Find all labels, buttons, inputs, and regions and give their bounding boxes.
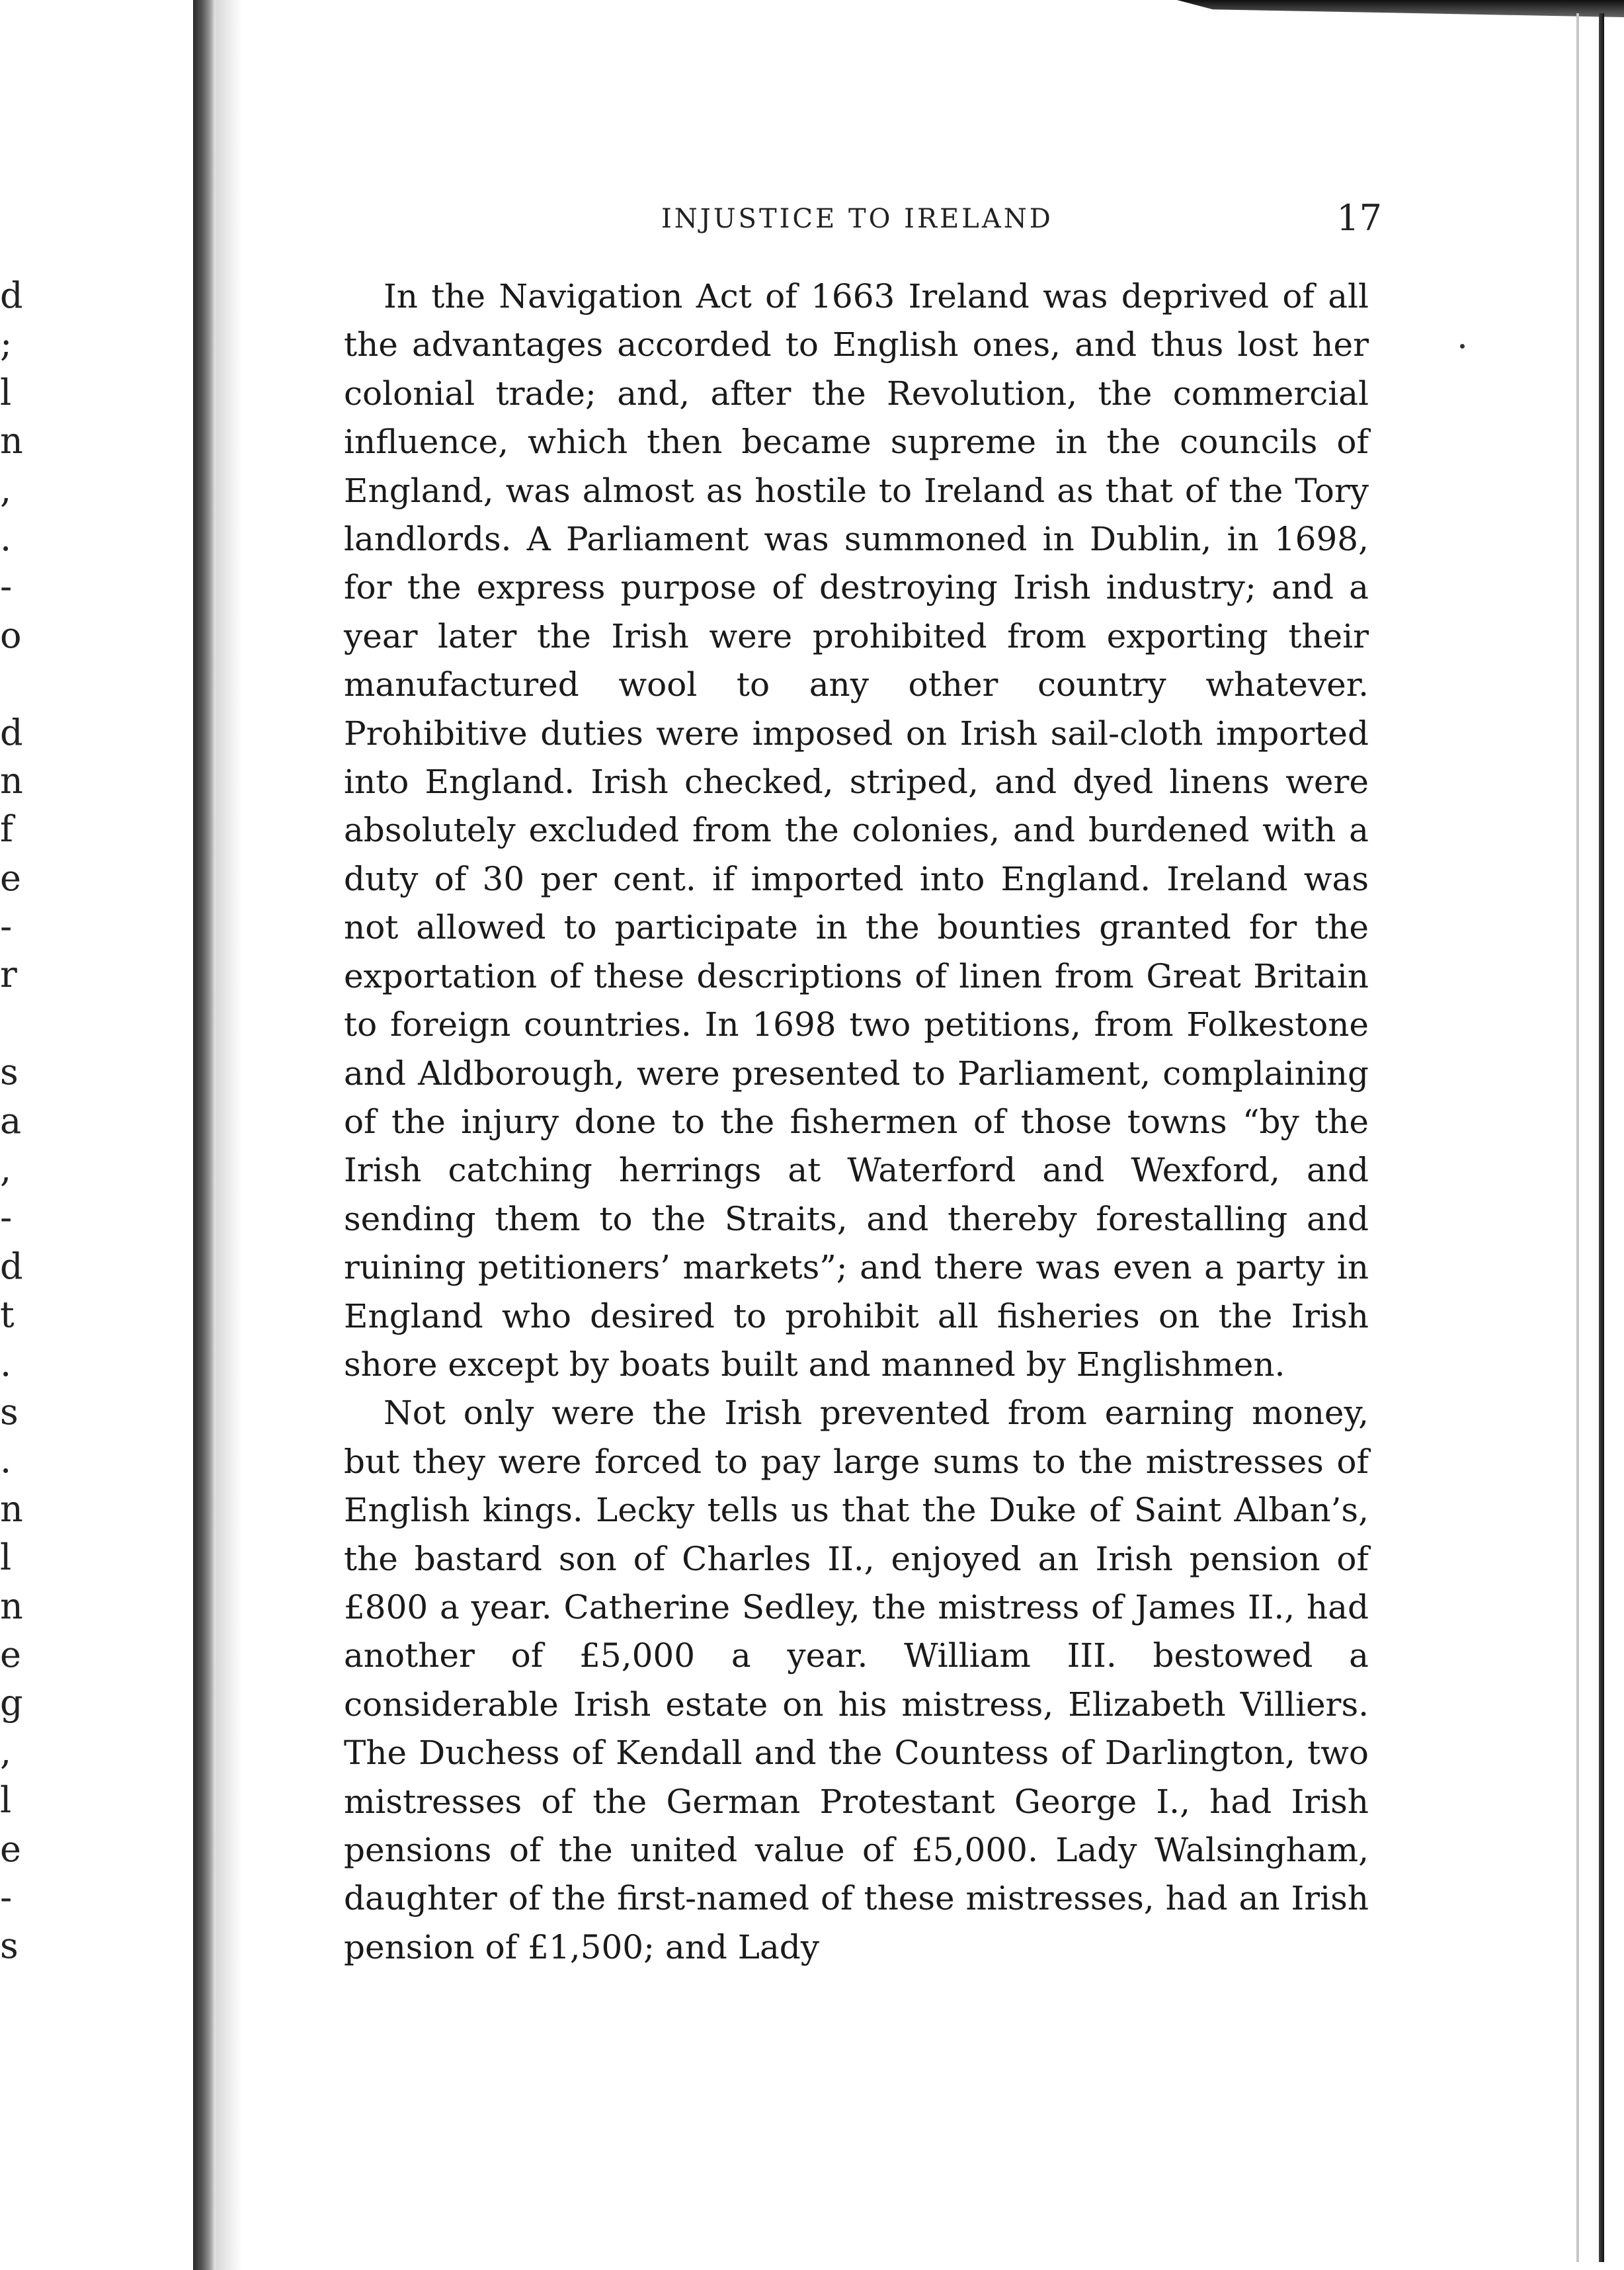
bleed-fragment: ;: [0, 323, 13, 365]
bleed-fragment: ,: [0, 1730, 12, 1773]
right-page-edge: [1599, 13, 1604, 2262]
bleed-fragment: -: [0, 566, 13, 608]
adjacent-page-fragments: [0, 271, 26, 1970]
bleed-fragment: t: [0, 1294, 15, 1336]
bleed-fragment: -: [0, 1197, 13, 1239]
bleed-fragment: n: [0, 420, 23, 462]
bleed-fragment: s: [0, 1390, 19, 1433]
bleed-fragment: f: [0, 808, 13, 851]
bleed-fragment: -: [0, 1876, 13, 1918]
bleed-fragment: [0, 659, 26, 708]
bleed-fragment: -: [0, 905, 13, 948]
bleed-fragment: .: [0, 1439, 12, 1482]
bleed-fragment: d: [0, 1245, 23, 1287]
page-number: 17: [1336, 197, 1382, 239]
bleed-fragment: s: [0, 1051, 19, 1093]
bleed-fragment: s: [0, 1925, 19, 1967]
paragraph-2: Not only were the Irish prevented from earning money, but they were forced to pay large sums to the mistresses of English kings. Lecky tells us that the Duke of Saint Alban’s, the bastard son of Charles II., enjoyed an Irish pension of £800 a year. Catherine Sedley, the mistress of James II., had another of £5,000 a year. William III. bestowed a considerable Irish estate on his mistress, Elizabeth Villiers. The Duchess of Kendall and the Countess of Darlington, two mistresses of the German Protestant George I., had Irish pensions of the united value of £5,000. Lady Walsingham, daughter of the first-named of these mistresses, had an Irish pension of £1,500; and Lady: [344, 1394, 1369, 1966]
bleed-fragment: d: [0, 274, 23, 316]
bleed-fragment: ,: [0, 468, 12, 511]
running-title: INJUSTICE TO IRELAND: [661, 204, 1053, 234]
bleed-fragment: .: [0, 1342, 12, 1384]
page-header: [344, 197, 1382, 243]
bleed-fragment: g: [0, 1682, 23, 1724]
bleed-fragment: e: [0, 1633, 21, 1675]
bleed-fragment: r: [0, 954, 17, 996]
bleed-fragment: l: [0, 1536, 12, 1579]
bleed-fragment: [0, 999, 26, 1048]
paragraph-1: In the Navigation Act of 1663 Ireland was deprived of all the advantages accorded to English ones, and thus lost her colonial trade; and, after the Revolution, the commercial influence, which then became supreme in the councils of England, was almost as hostile to Ireland as that of the Tory landlords. A Parliament was summoned in Dublin, in 1698, for the express purpose of destroying Irish industry; and a year later the Irish were prohibited from exporting their manufactured wool to any other country whatever. Prohibitive duties were imposed on Irish sail-cloth imported into England. Irish checked, striped, and dyed linens were absolutely excluded from the colonies, and burdened with a duty of 30 per cent. if imported into England. Ireland was not allowed to participate in the bounties granted for the exportation of these descriptions of linen from Great Britain to foreign countries. In 1698 two petitions, from Folkestone and Aldborough, were presented to Parliament, complaining of the injury done to the fishermen of those towns “by the Irish catching herrings at Waterford and Wexford, and sending them to the Straits, and thereby forestalling and ruining petitioners’ markets”; and there was even a party in England who desired to prohibit all fisheries on the Irish shore except by boats built and manned by Englishmen.: [344, 277, 1369, 1384]
binding-gutter: [193, 0, 216, 2270]
bleed-fragment: o: [0, 614, 22, 656]
top-page-edge: [1177, 0, 1624, 17]
bleed-fragment: e: [0, 857, 21, 899]
bleed-fragment: d: [0, 711, 23, 753]
right-page-edge-inner: [1576, 13, 1579, 2262]
bleed-fragment: ,: [0, 1148, 12, 1191]
gutter-shadow: [216, 0, 242, 2270]
bleed-fragment: e: [0, 1828, 21, 1870]
bleed-fragment: a: [0, 1099, 22, 1142]
dust-speck: [1460, 344, 1465, 349]
bleed-fragment: .: [0, 517, 12, 559]
bleed-fragment: n: [0, 1488, 23, 1530]
bleed-fragment: n: [0, 759, 23, 802]
bleed-fragment: l: [0, 371, 12, 413]
bleed-fragment: n: [0, 1585, 23, 1627]
body-text: [344, 273, 1369, 1972]
bleed-fragment: l: [0, 1779, 12, 1822]
